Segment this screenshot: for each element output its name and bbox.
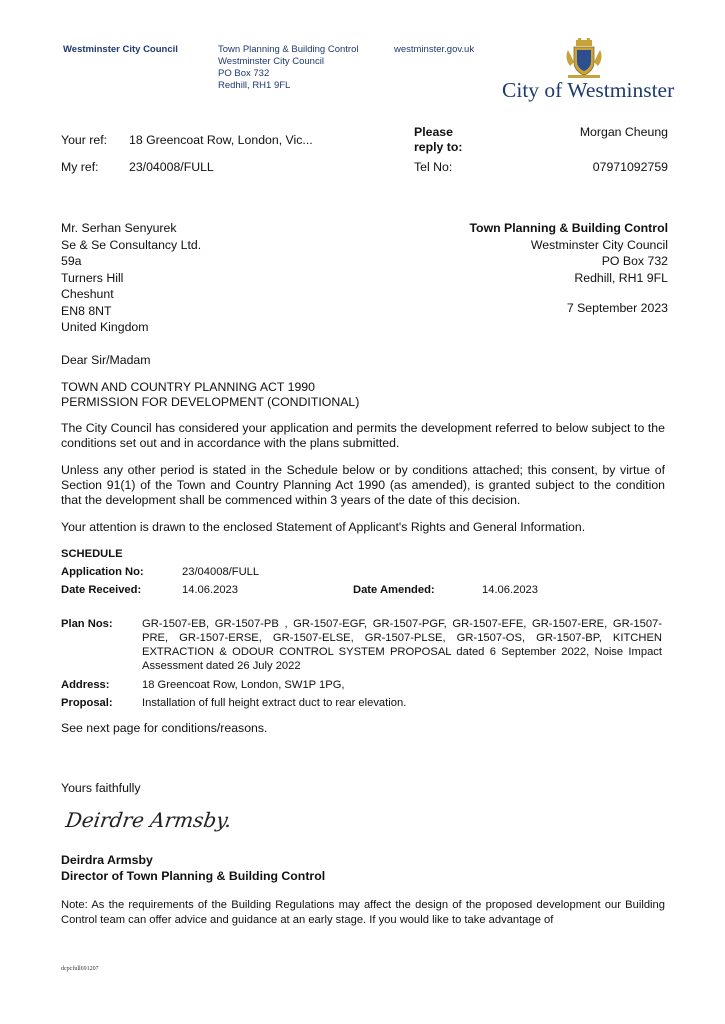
recipient-line: Cheshunt: [61, 287, 114, 301]
header-address-line: Westminster City Council: [218, 56, 324, 67]
header-address-line: PO Box 732: [218, 68, 270, 79]
date-amended-label: Date Amended:: [353, 584, 435, 596]
recipient-line: Se & Se Consultancy Ltd.: [61, 237, 202, 252]
application-no-label: Application No:: [61, 566, 144, 578]
handwritten-signature: Deirdre Armsby.: [64, 808, 234, 832]
my-ref-value: 23/04008/FULL: [129, 160, 214, 174]
building-control-note: Note: As the requirements of the Building Regulations may affect the design of the proposed development our Building Control team can offer advice and guidance at an early stage. If you would like to take advantage of: [61, 899, 665, 926]
recipient-line: United Kingdom: [61, 320, 149, 334]
plan-nos-value: GR-1507-EB, GR-1507-PB , GR-1507-EGF, GR-1507-PGF, GR-1507-EFE, GR-1507-ERE, GR-1507-PRE, GR-1507-ERSE, GR-1507-ELSE, GR-1507-PLSE, GR-1507-OS, GR-1507-BP, KITCHEN EXTRACTION & ODOUR CONTROL SYSTEM PROPOSAL dated 6 September 2022, Noise Impact Assessment dated 26 July 2022: [142, 618, 662, 672]
see-next-page: See next page for conditions/reasons.: [61, 721, 268, 735]
reply-to-label: Please reply to:: [414, 125, 463, 154]
my-ref-label: My ref:: [61, 160, 99, 174]
westminster-crest-logo: [562, 38, 606, 80]
header-council-name: Westminster City Council: [63, 44, 178, 55]
proposal-label: Proposal:: [61, 697, 113, 709]
letter-date: 7 September 2023: [566, 301, 668, 315]
header-dept-address: [218, 44, 358, 92]
recipient-line: Mr. Serhan Senyurek: [61, 221, 177, 235]
header-address-line: Redhill, RH1 9FL: [218, 80, 291, 91]
permission-heading: [61, 380, 359, 410]
sender-dept: Town Planning & Building Control: [469, 221, 668, 235]
signer-title: Director of Town Planning & Building Control: [61, 869, 326, 883]
recipient-line: Turners Hill: [61, 270, 124, 285]
your-ref-value: 18 Greencoat Row, London, Vic...: [129, 133, 313, 147]
body-paragraph-3: Your attention is drawn to the enclosed Statement of Applicant's Rights and General Information.: [61, 520, 586, 534]
header-address-line: Town Planning & Building Control: [218, 44, 359, 55]
body-paragraph-1: The City Council has considered your application and permits the development referred to below subject to the conditions set out and in accordance with the plans submitted.: [61, 421, 665, 450]
yours-faithfully: Yours faithfully: [61, 781, 141, 795]
reply-to-name: Morgan Cheung: [579, 125, 668, 139]
your-ref-label: Your ref:: [61, 133, 108, 147]
application-no-value: 23/04008/FULL: [182, 566, 260, 578]
address-label: Address:: [61, 679, 110, 691]
sender-address: [380, 220, 668, 286]
signer-name: Deirdra Armsby: [61, 853, 153, 867]
date-received-label: Date Received:: [61, 584, 142, 596]
address-value: 18 Greencoat Row, London, SW1P 1PG,: [142, 679, 345, 691]
sender-line: PO Box 732: [601, 254, 668, 268]
salutation: Dear Sir/Madam: [61, 353, 151, 367]
act-title: TOWN AND COUNTRY PLANNING ACT 1990: [61, 380, 315, 394]
recipient-line: 59a: [61, 254, 82, 268]
sender-line: Redhill, RH1 9FL: [574, 270, 668, 285]
tel-value: 07971092759: [592, 160, 668, 174]
permission-title: PERMISSION FOR DEVELOPMENT (CONDITIONAL): [61, 395, 360, 409]
date-received-value: 14.06.2023: [182, 584, 238, 596]
sender-line: Westminster City Council: [530, 237, 668, 252]
body-paragraph-2: Unless any other period is stated in the Schedule below or by conditions attached; this consent, by virtue of Section 91(1) of the Town and Country Planning Act 1990 (as amended), is granted subject to the condition that the development shall be commenced within 3 years of the date of this decision.: [61, 463, 665, 507]
proposal-value: Installation of full height extract duct to rear elevation.: [142, 697, 407, 709]
recipient-address: [61, 220, 201, 336]
schedule-title: SCHEDULE: [61, 548, 123, 560]
tel-label: Tel No:: [414, 160, 453, 174]
plan-nos-label: Plan Nos:: [61, 618, 113, 630]
brand-wordmark: City of Westminster: [502, 78, 675, 102]
footer-code: dcpcfull691207: [61, 966, 99, 972]
header-website: westminster.gov.uk: [394, 44, 475, 55]
recipient-line: EN8 8NT: [61, 303, 112, 318]
date-amended-value: 14.06.2023: [482, 584, 538, 596]
